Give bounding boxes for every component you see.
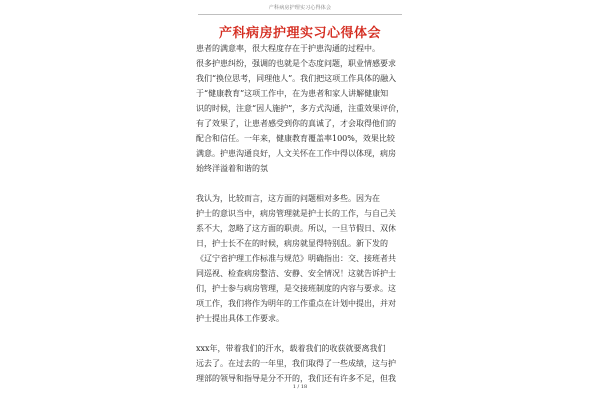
document-body	[196, 41, 404, 386]
text-line: 护士的意识当中，病房管理就是护士长的工作，与自己关	[196, 209, 396, 218]
text-line: 理部的领导和指导是分不开的，我们还有许多不足，但我	[196, 374, 396, 383]
document-title: 产科病房护理实习心得体会	[218, 26, 381, 41]
text-line: 满意。护患沟通良好，人文关怀在工作中得以体现，病房	[196, 149, 396, 158]
page-number: 1 / 18	[292, 384, 308, 390]
paragraph-gap	[196, 176, 404, 191]
text-line: 们，护士参与病房管理，是交接班制度的内容与要求。这	[196, 284, 396, 293]
text-line: 始终洋溢着和谐的氛	[196, 164, 268, 173]
text-line: 配合和信任。一年来，健康教育覆盖率100%，效果比较	[196, 134, 395, 143]
text-line: 项工作，我们将作为明年的工作重点在计划中提出，并对	[196, 299, 396, 308]
text-line: 我认为，比较而言，这方面的问题相对多些。因为在	[196, 194, 380, 203]
header-rule	[198, 14, 402, 15]
paragraph	[196, 341, 404, 386]
text-line: 系不大，忽略了这方面的职责。所以，一旦节假日、双休	[196, 224, 396, 233]
paragraph	[196, 191, 404, 326]
text-line: 远去了。在过去的一年里，我们取得了一些成绩，这与护	[196, 359, 396, 368]
running-header: 产科病房护理实习心得体会	[268, 5, 332, 11]
text-line: 护士提出具体工作要求。	[196, 314, 284, 323]
text-line: 识的时候，注意“因人施护”，多方式沟通，注重效果评价，	[196, 104, 404, 113]
paragraph-gap	[196, 326, 404, 341]
paragraph	[196, 41, 404, 176]
text-line: 同巡视、检查病房整洁、安静、安全情况！这就告诉护士	[196, 269, 396, 278]
text-line: 《辽宁省护理工作标准与规范》明确指出：交、接班者共	[196, 254, 396, 263]
text-line: 我们“换位思考，同理他人”。我们把这项工作具体的融入	[196, 74, 397, 83]
text-line: xxx年，带着我们的汗水，载着我们的收获就要离我们	[196, 344, 386, 353]
text-line: 很多护患纠纷，强调的也就是个态度问题，职业情感要求	[196, 59, 396, 68]
text-line: 日，护士长不在的时候，病房就显得特别乱。新下发的	[196, 239, 388, 248]
text-line: 于“健康教育”这项工作中，在为患者和家人讲解健康知	[196, 89, 389, 98]
text-line: 患者的满意率，很大程度存在于护患沟通的过程中。	[196, 44, 380, 53]
text-line: 有了效果了，让患者感受到你的真诚了，才会取得他们的	[196, 119, 396, 128]
